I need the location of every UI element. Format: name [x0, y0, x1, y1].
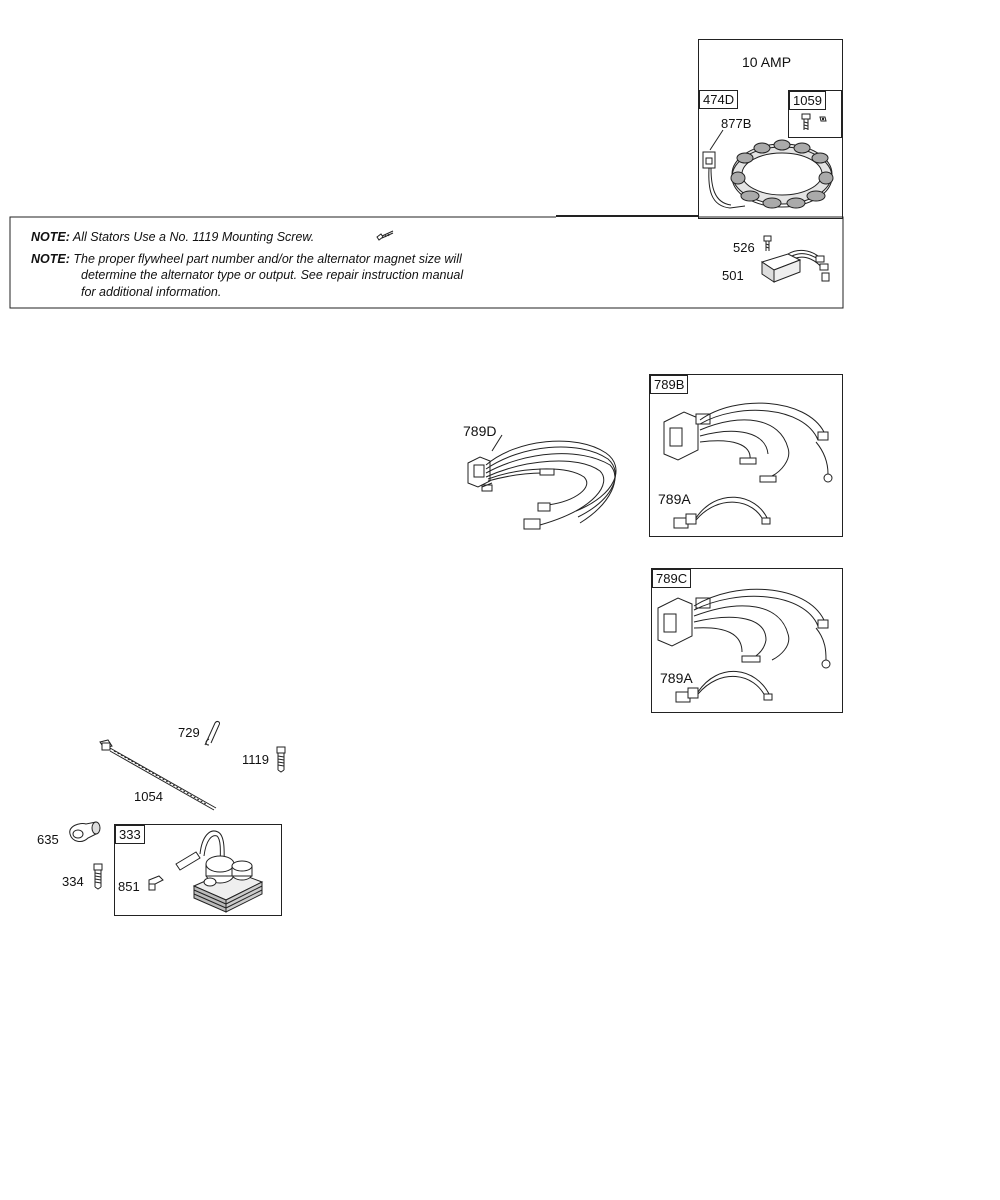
- note-2-line-3: for additional information.: [81, 285, 222, 299]
- harness-c-tag[interactable]: 789C: [652, 569, 691, 588]
- harness-c-icon: [656, 580, 840, 710]
- grommet-icon: [66, 818, 102, 848]
- ground-clip-icon: [145, 872, 167, 894]
- armature-icon: [170, 826, 280, 916]
- harness-b-icon: [656, 392, 840, 532]
- lead-part-label[interactable]: 877B: [721, 116, 752, 131]
- armature-tag[interactable]: 333: [115, 825, 145, 844]
- armature-screw-label[interactable]: 334: [62, 874, 84, 889]
- ground-clip-label[interactable]: 851: [118, 879, 140, 894]
- harness-d-label[interactable]: 789D: [463, 423, 497, 439]
- note-2-text-1: The proper flywheel part number and/or the alternator magnet size will: [73, 252, 462, 266]
- grommet-label[interactable]: 635: [37, 832, 59, 847]
- stator-part-tag[interactable]: 474D: [699, 90, 738, 109]
- regulator-label[interactable]: 501: [722, 268, 744, 283]
- harness-b-tag[interactable]: 789B: [650, 375, 688, 394]
- regulator-screw-label[interactable]: 526: [733, 240, 755, 255]
- note-1: [31, 230, 314, 244]
- cable-tie-label[interactable]: 1054: [134, 789, 163, 804]
- armature-screw-icon: [92, 863, 104, 889]
- note-2-key: NOTE:: [31, 252, 70, 266]
- stator-panel-title: 10 AMP: [742, 54, 792, 70]
- screw-kit-part-tag[interactable]: 1059: [789, 91, 826, 110]
- cable-tie-icon: [96, 738, 222, 812]
- note-2-line-1: [31, 252, 462, 266]
- mounting-screw-icon-2: [275, 746, 287, 772]
- mounting-screw-icon: [375, 228, 397, 244]
- adapter-b-label[interactable]: 789A: [658, 491, 691, 507]
- clip-label[interactable]: 729: [178, 725, 200, 740]
- harness-d-icon: [466, 425, 634, 537]
- adapter-c-label[interactable]: 789A: [660, 670, 693, 686]
- note-2-line-2: determine the alternator type or output. See repair instruction manual: [81, 268, 464, 282]
- regulator-icon: [758, 246, 838, 286]
- note-1-key: NOTE:: [31, 230, 70, 244]
- mounting-screw-label[interactable]: 1119: [242, 752, 269, 767]
- note-1-text: All Stators Use a No. 1119 Mounting Screw.: [72, 230, 315, 244]
